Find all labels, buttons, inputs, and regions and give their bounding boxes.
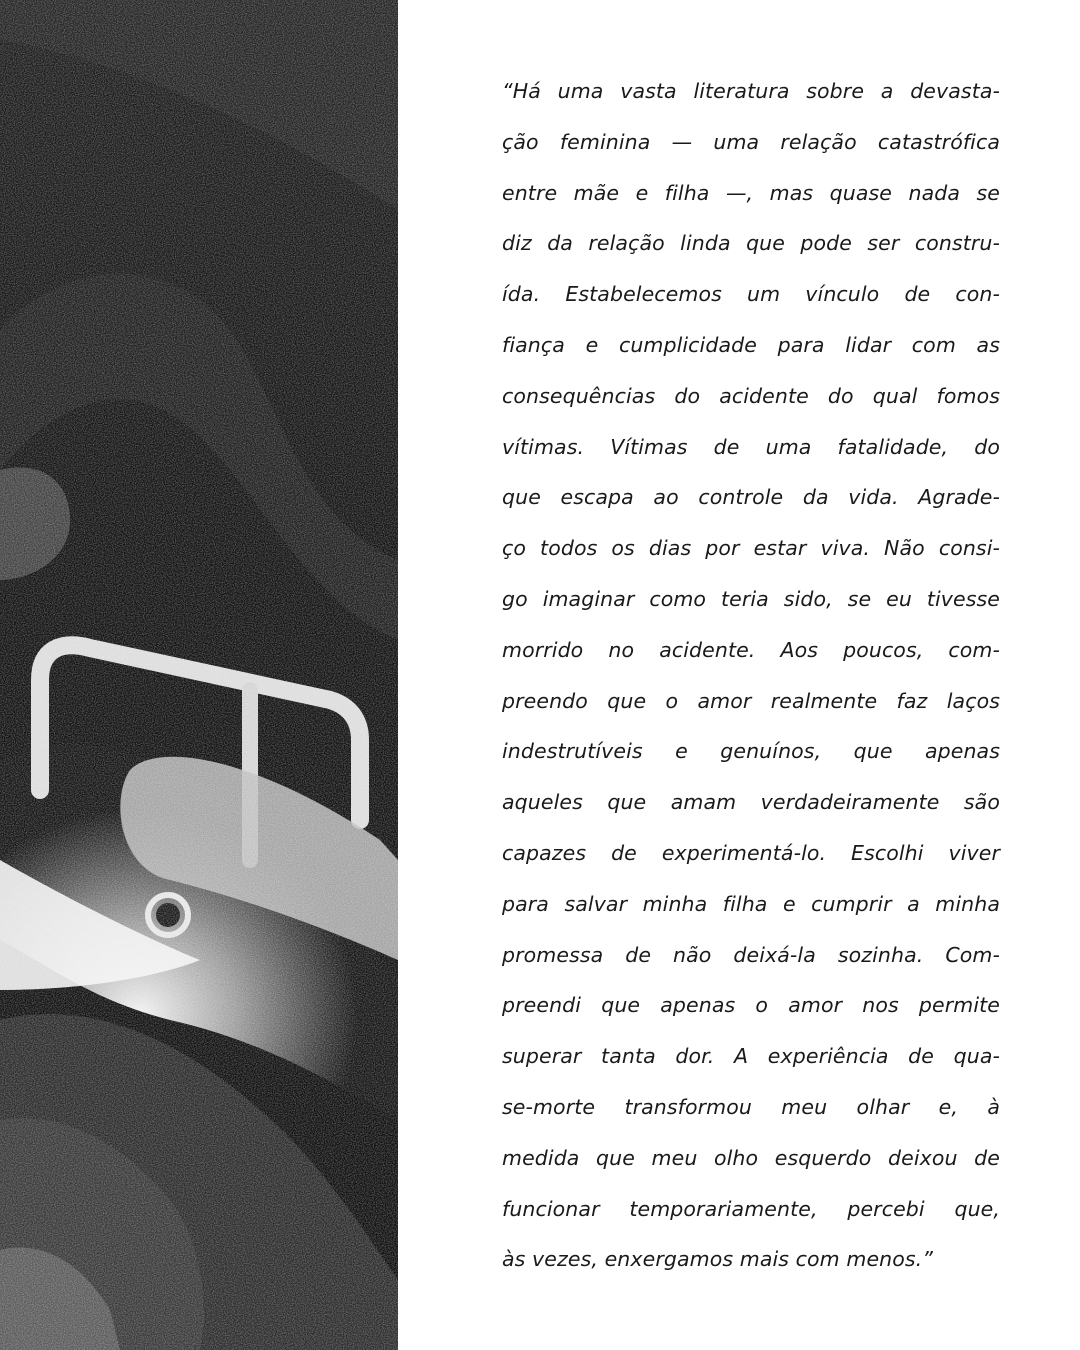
quote-line: que escapa ao controle da vida. Agrade-: [502, 485, 1000, 510]
testimonial-quote: [502, 66, 1000, 1285]
quote-line: para salvar minha filha e cumprir a minha: [502, 891, 1000, 916]
grain-texture: [0, 0, 398, 1350]
hospital-bed-photo: [0, 0, 398, 1350]
quote-line: preendi que apenas o amor nos permite: [502, 993, 1000, 1018]
quote-line: medida que meu olho esquerdo deixou de: [502, 1145, 1000, 1170]
quote-line: ção feminina — uma relação catastrófica: [502, 129, 1000, 154]
quote-line: go imaginar como teria sido, se eu tivesse: [502, 586, 1000, 611]
quote-line: fiança e cumplicidade para lidar com as: [502, 332, 1000, 357]
quote-line: se-morte transformou meu olhar e, à: [502, 1094, 1000, 1119]
quote-line: funcionar temporariamente, percebi que,: [502, 1196, 1000, 1221]
quote-line: consequências do acidente do qual fomos: [502, 383, 1000, 408]
quote-line: entre mãe e filha —, mas quase nada se: [502, 180, 1000, 205]
quote-line: ço todos os dias por estar viva. Não consi-: [502, 536, 1000, 561]
quote-line: indestrutíveis e genuínos, que apenas: [502, 739, 1000, 764]
quote-line: vítimas. Vítimas de uma fatalidade, do: [502, 434, 1000, 459]
stippled-photo-illustration: [0, 0, 398, 1350]
quote-line: preendo que o amor realmente faz laços: [502, 688, 1000, 713]
quote-line: diz da relação linda que pode ser constru-: [502, 231, 1000, 256]
quote-line: aqueles que amam verdadeiramente são: [502, 790, 1000, 815]
quote-line: capazes de experimentá-lo. Escolhi viver: [502, 840, 1000, 865]
quote-line: superar tanta dor. A experiência de qua-: [502, 1044, 1000, 1069]
quote-line: promessa de não deixá-la sozinha. Com-: [502, 942, 1000, 967]
quote-line: morrido no acidente. Aos poucos, com-: [502, 637, 1000, 662]
quote-line: ída. Estabelecemos um vínculo de con-: [502, 282, 1000, 307]
quote-line: “Há uma vasta literatura sobre a devasta-: [502, 79, 1000, 103]
quote-line-last: às vezes, enxergamos mais com menos.”: [502, 1247, 934, 1272]
